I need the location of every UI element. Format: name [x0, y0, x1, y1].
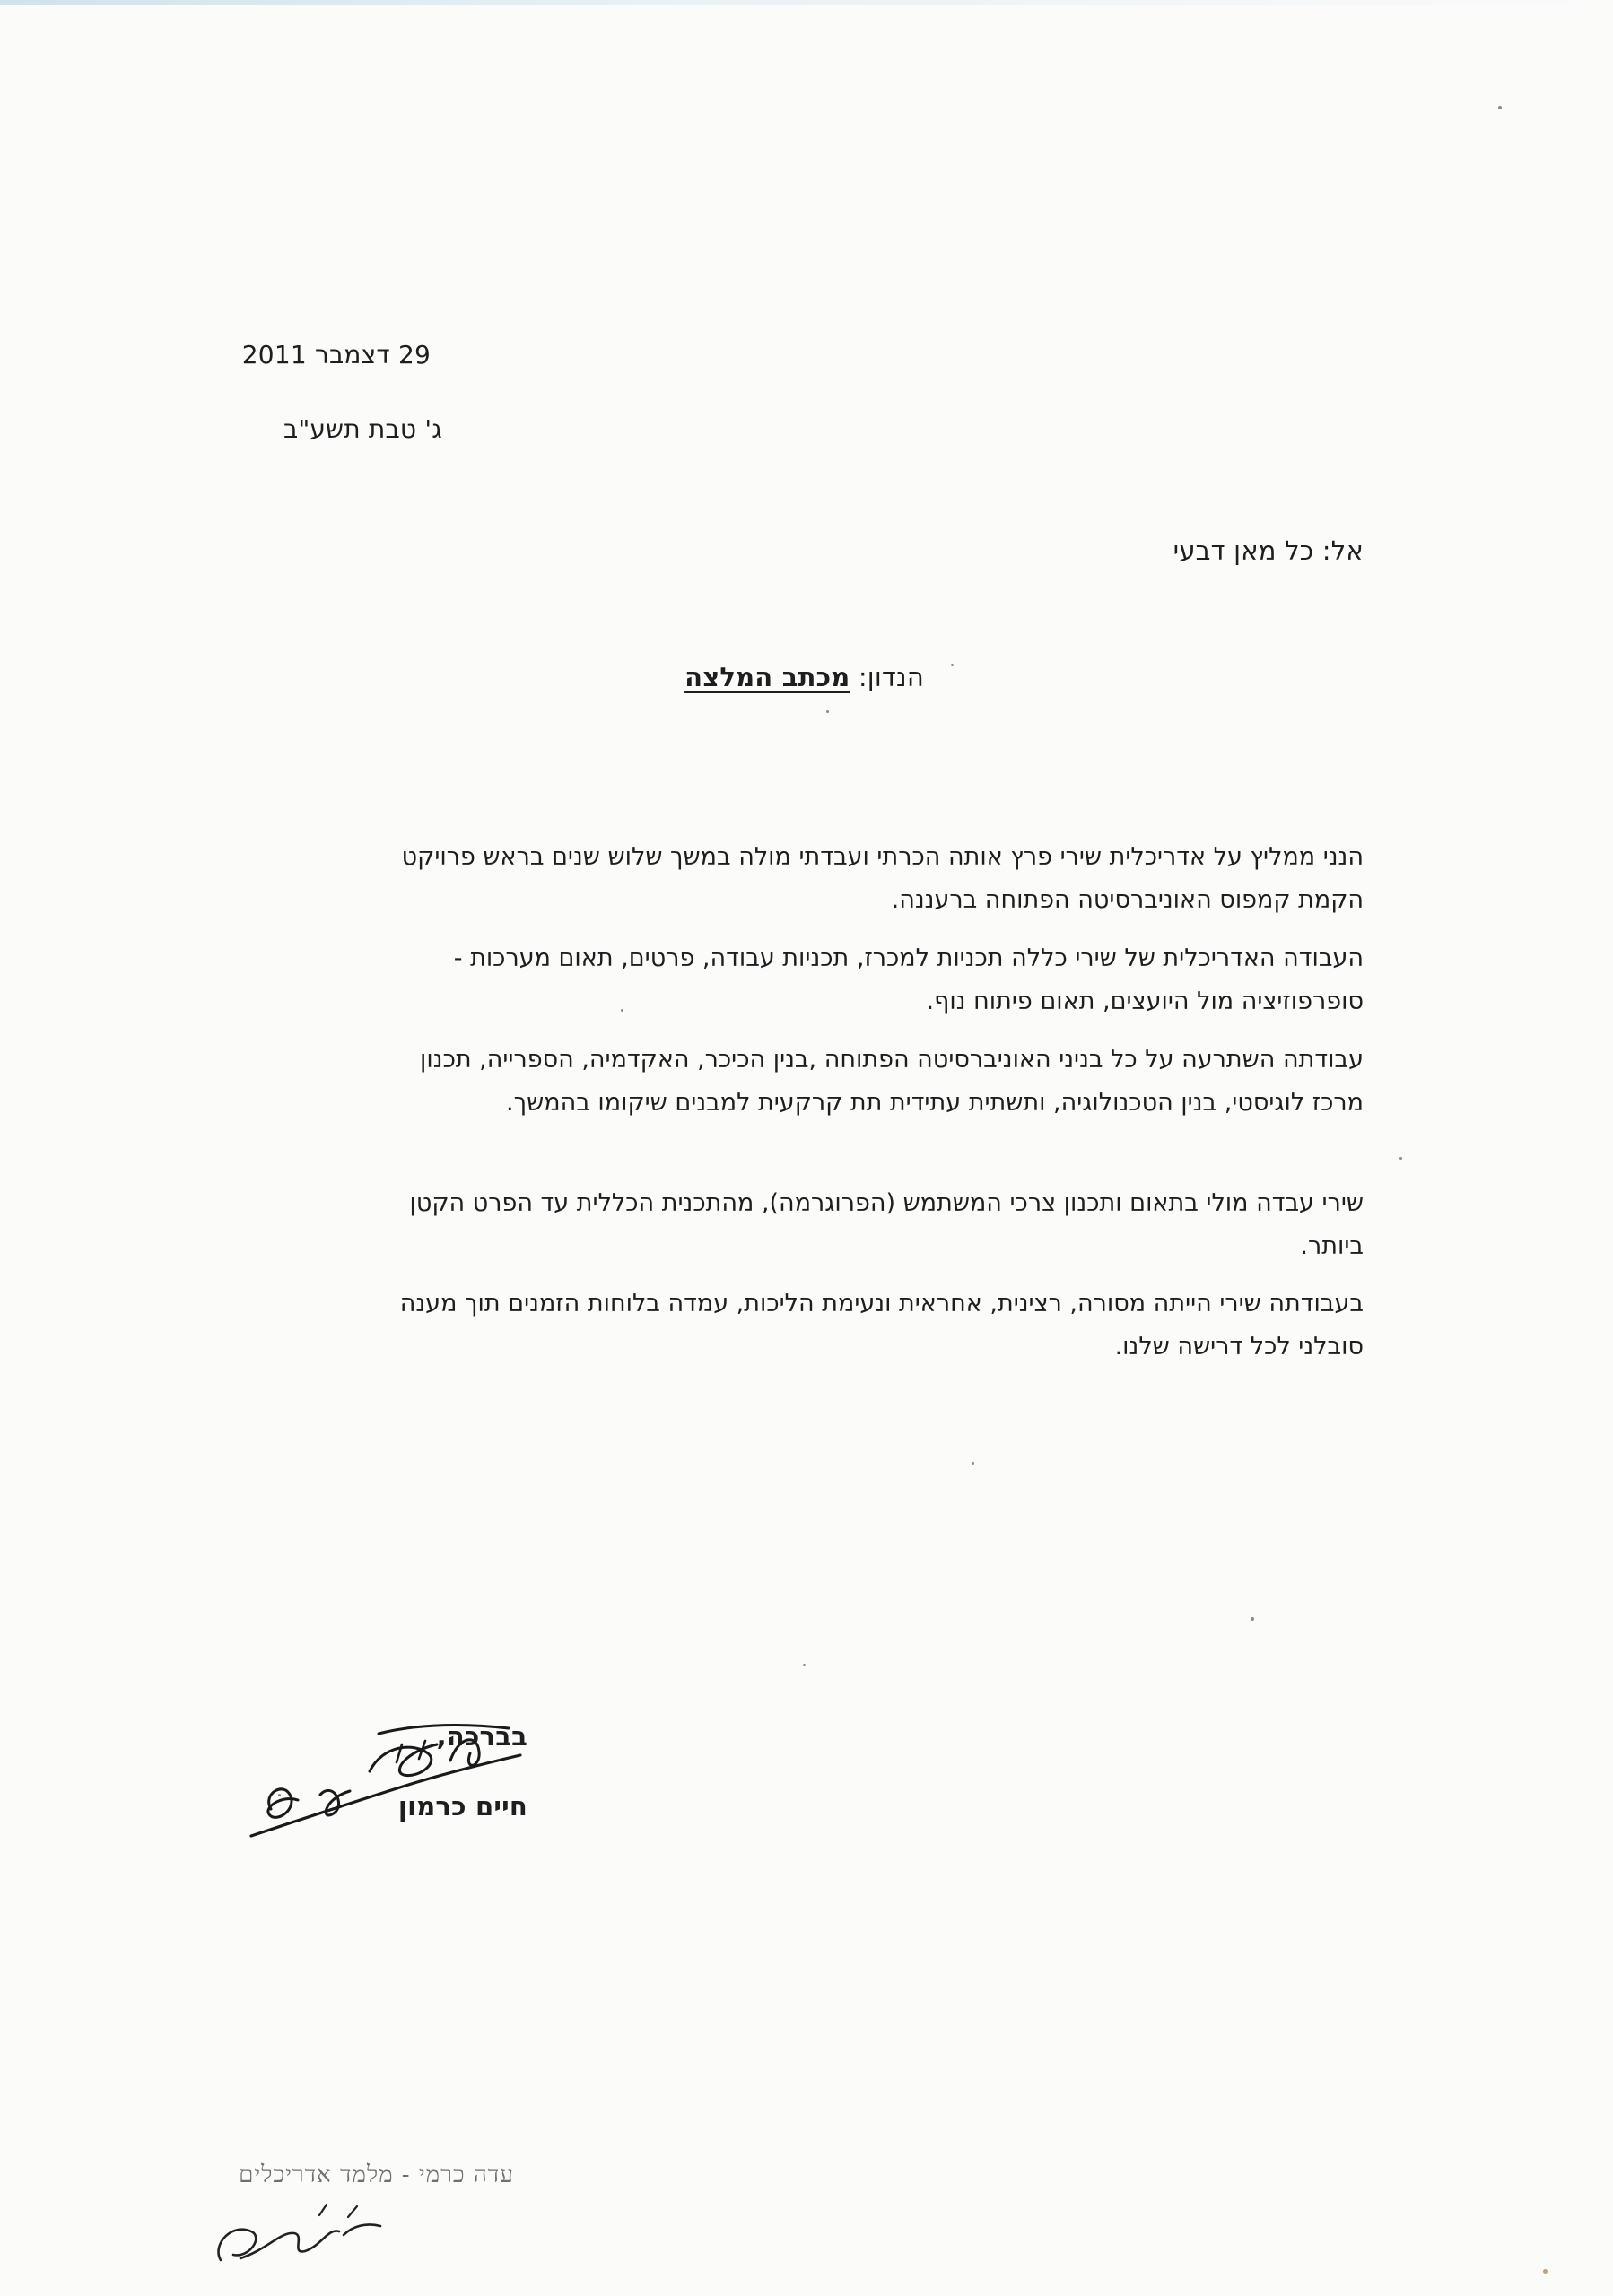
to-value: כל מאן דבעי	[1173, 535, 1314, 566]
scan-speck	[1498, 106, 1502, 109]
scan-speck	[621, 1009, 623, 1012]
subject-line	[684, 656, 924, 699]
paragraph-line: העבודה האדריכלית של שירי כללה תכניות למכרז, תכניות עבודה, פרטים, תאום מערכות -	[453, 944, 1364, 972]
paragraph-line: ביותר.	[1300, 1232, 1364, 1260]
to-label: אל:	[1321, 535, 1364, 566]
paragraph-line: עבודתה השתרעה על כל בניני האוניברסיטה הפתוחה ,בנין הכיכר, האקדמיה, הספרייה, תכנון	[420, 1046, 1364, 1074]
date-gregorian: 29 דצמבר 2011	[241, 340, 431, 370]
paragraph-line: בעבודתה שירי הייתה מסורה, רצינית, אחראית ונעימת הליכות, עמדה בלוחות הזמנים תוך מענה	[399, 1290, 1364, 1318]
paragraph-line: מרכז לוגיסטי, בנין הטכנולוגיה, ותשתית עתידית תת קרקעית למבנים שיקומו בהמשך.	[506, 1089, 1364, 1117]
paragraph-line: סובלני לכל דרישה שלנו.	[1114, 1333, 1364, 1361]
scan-speck	[972, 1462, 974, 1465]
paragraph-line: הנני ממליץ על אדריכלית שירי פרץ אותה הכרתי ועבדתי מולה במשך שלוש שנים בראש פרויקט	[401, 843, 1364, 871]
scan-speck	[1251, 1617, 1254, 1621]
scan-edge	[0, 0, 1613, 5]
subject-label: הנדון:	[858, 662, 924, 692]
subject-value: מכתב המלצה	[684, 662, 850, 692]
paragraph-3	[224, 1039, 1364, 1125]
paragraph-line: שירי עבדה מולי בתאום ותכנון צרכי המשתמש (הפרוגרמה), מהתכנית הכללית עד הפרט הקטן	[409, 1189, 1364, 1217]
company-stamp: עדה כרמי - מלמד אדריכלים	[239, 2161, 514, 2188]
paragraph-2	[224, 937, 1364, 1023]
paragraph-line: סופרפוזיציה מול היועצים, תאום פיתוח נוף.	[926, 987, 1364, 1015]
scan-speck	[951, 664, 954, 666]
paragraph-1	[224, 836, 1364, 922]
handwritten-signature	[235, 1709, 540, 1852]
stamp-signature	[205, 2196, 393, 2276]
scan-speck	[826, 710, 829, 713]
paragraph-line: הקמת קמפוס האוניברסיטה הפתוחה ברעננה.	[891, 886, 1364, 914]
paragraph-5	[224, 1283, 1364, 1369]
scan-speck	[1399, 1157, 1402, 1160]
scan-speck	[1543, 2269, 1548, 2274]
scan-speck	[278, 1794, 281, 1796]
date-hebrew: ג' טבת תשע"ב	[283, 414, 442, 444]
signer-name: חיים כרמון	[397, 1791, 527, 1822]
closing-greeting: בברכה,	[436, 1721, 527, 1752]
paragraph-4	[224, 1182, 1364, 1268]
scan-speck	[803, 1664, 806, 1666]
addressee-line	[1173, 529, 1364, 572]
